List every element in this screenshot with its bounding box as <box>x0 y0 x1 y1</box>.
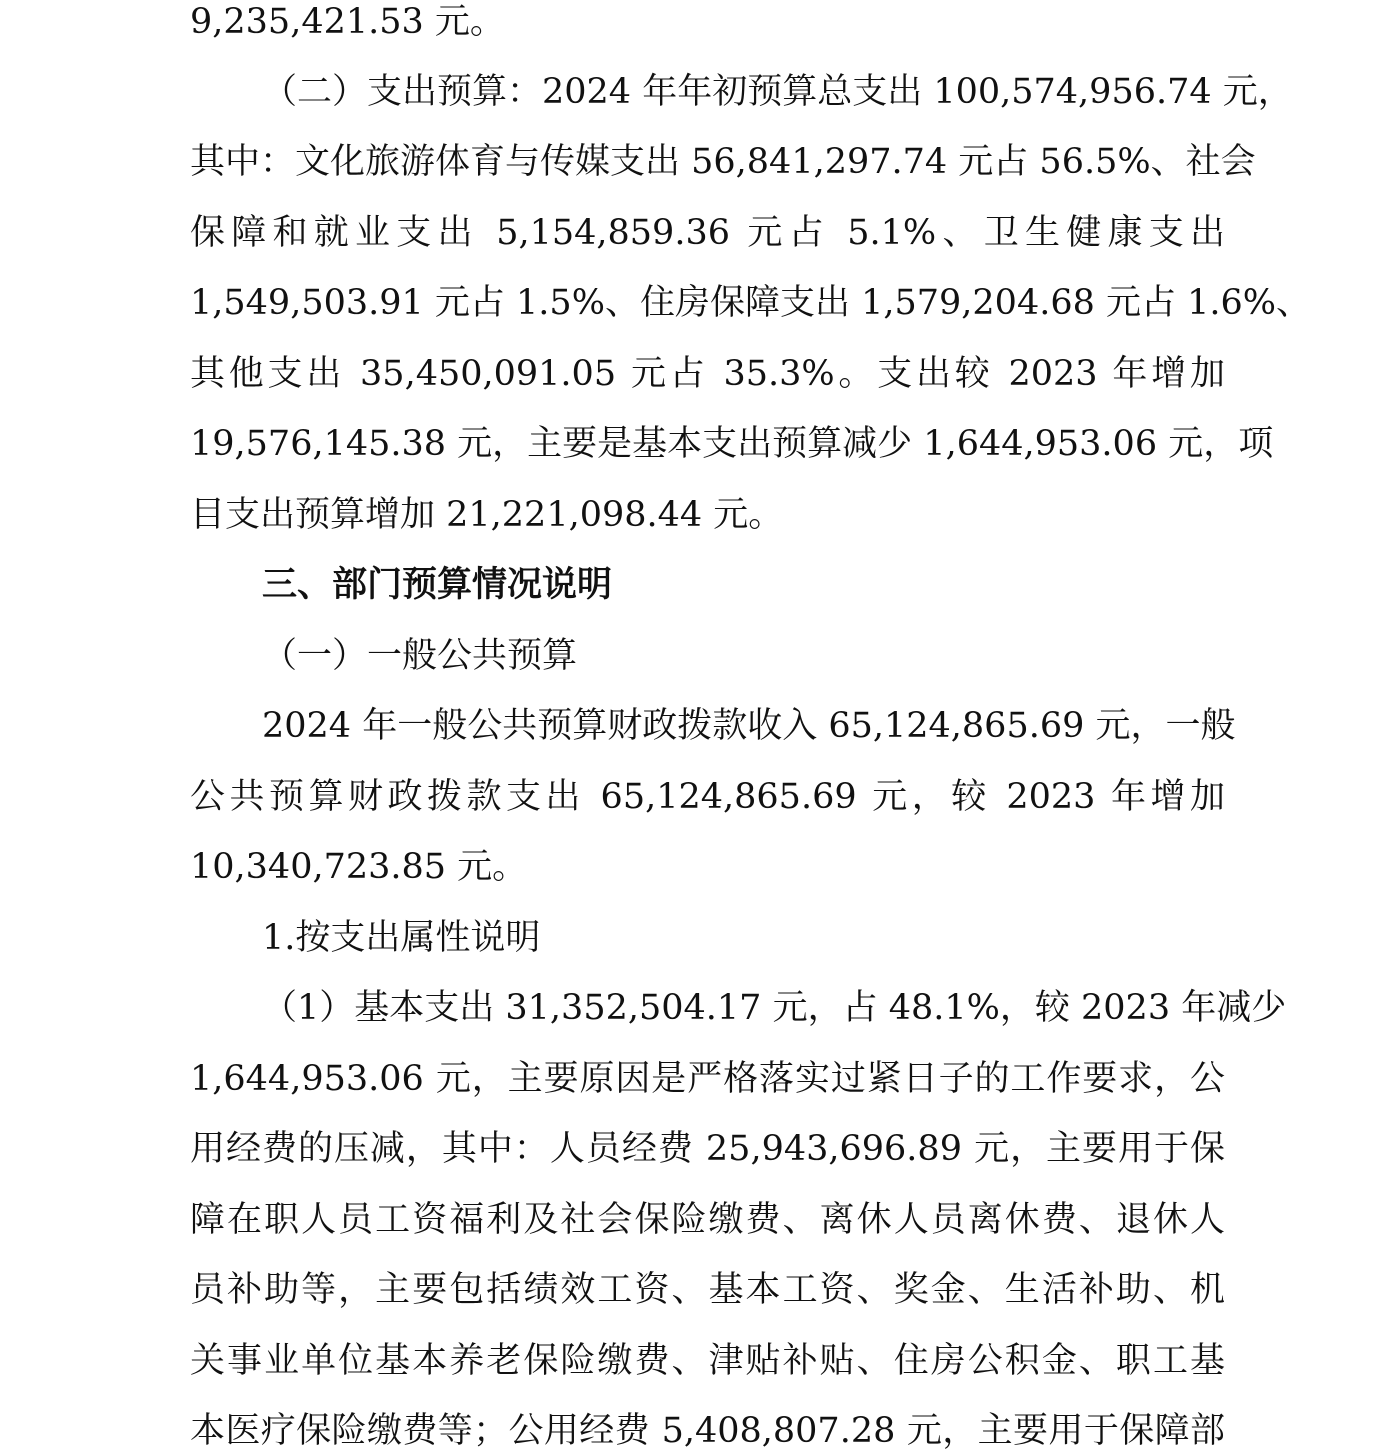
text-line: （二）支出预算：2024 年年初预算总支出 100,574,956.74 元， <box>262 72 1293 112</box>
text-line: 1,644,953.06 元，主要原因是严格落实过紧日子的工作要求，公 <box>190 1059 1225 1099</box>
text-line: 目支出预算增加 21,221,098.44 元。 <box>190 495 784 535</box>
text-line: 1,549,503.91 元占 1.5%、住房保障支出 1,579,204.68 元占 1.6%、 <box>190 283 1312 323</box>
subsection-heading: （一）一般公共预算 <box>262 636 578 676</box>
text-line: 障在职人员工资福利及社会保险缴费、离休人员离休费、退休人 <box>190 1200 1225 1240</box>
text-line: 9,235,421.53 元。 <box>190 2 505 42</box>
text-line: 关事业单位基本养老保险缴费、津贴补贴、住房公积金、职工基 <box>190 1341 1225 1381</box>
subsection-heading: 1.按支出属性说明 <box>262 918 541 958</box>
text-line: 10,340,723.85 元。 <box>190 847 528 887</box>
section-heading: 三、部门预算情况说明 <box>262 565 613 605</box>
text-line: 保障和就业支出 5,154,859.36 元占 5.1%、卫生健康支出 <box>190 213 1225 253</box>
text-line: 2024 年一般公共预算财政拨款收入 65,124,865.69 元，一般 <box>262 706 1236 746</box>
text-line: 19,576,145.38 元，主要是基本支出预算减少 1,644,953.06 元，项 <box>190 424 1274 464</box>
text-line: （1）基本支出 31,352,504.17 元，占 48.1%，较 2023 年减少 <box>262 988 1287 1028</box>
text-line: 公共预算财政拨款支出 65,124,865.69 元，较 2023 年增加 <box>190 777 1225 817</box>
text-line: 用经费的压减，其中：人员经费 25,943,696.89 元，主要用于保 <box>190 1129 1225 1169</box>
text-line: 员补助等，主要包括绩效工资、基本工资、奖金、生活补助、机 <box>190 1270 1225 1310</box>
text-line: 本医疗保险缴费等；公用经费 5,408,807.28 元，主要用于保障部 <box>190 1411 1225 1451</box>
text-line: 其中：文化旅游体育与传媒支出 56,841,297.74 元占 56.5%、社会 <box>190 142 1256 182</box>
text-line: 其他支出 35,450,091.05 元占 35.3%。支出较 2023 年增加 <box>190 354 1225 394</box>
